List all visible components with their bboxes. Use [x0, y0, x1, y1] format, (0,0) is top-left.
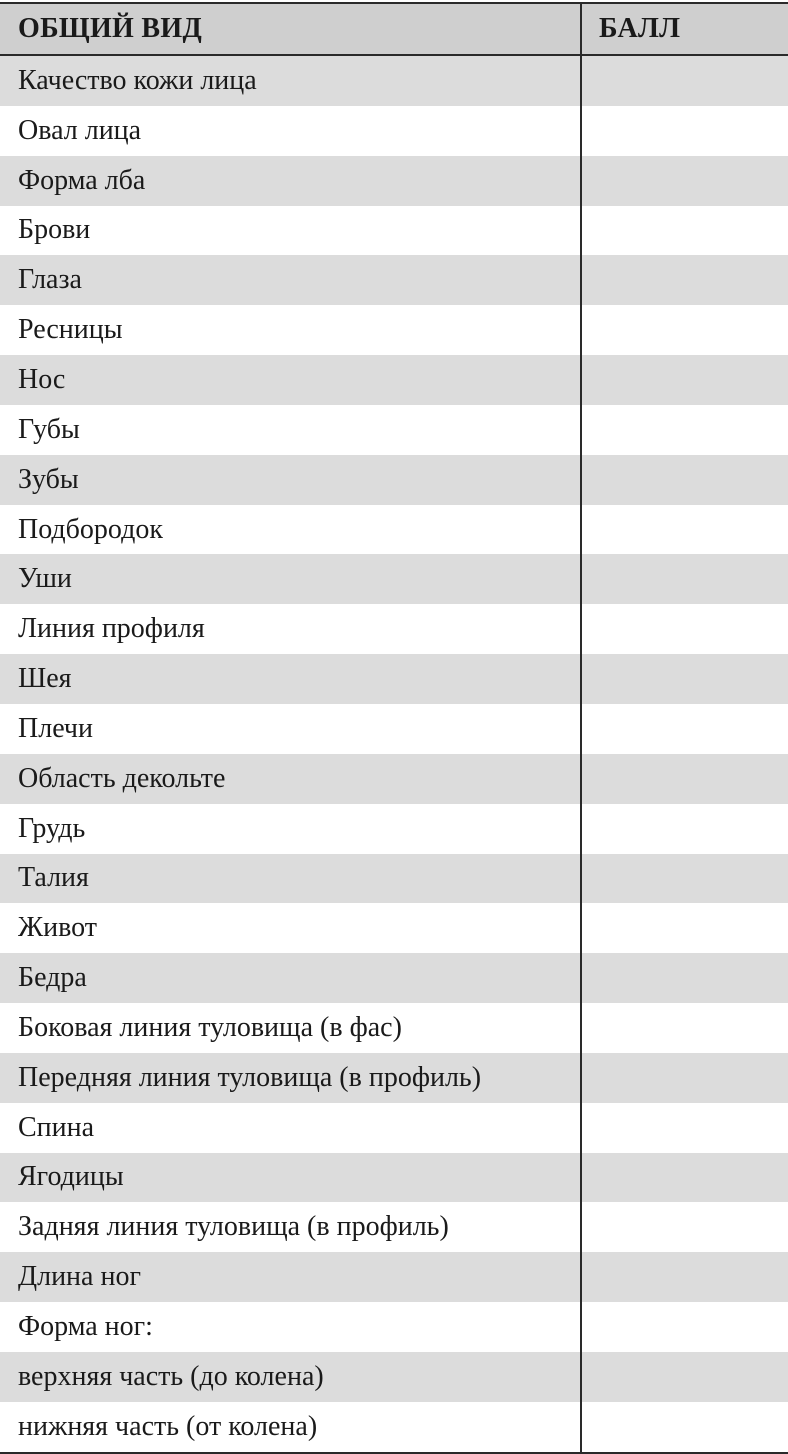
table-row [0, 704, 788, 754]
table-row [0, 903, 788, 953]
row-score-cell[interactable] [580, 1252, 788, 1302]
row-score-cell[interactable] [580, 505, 788, 555]
table-row [0, 1202, 788, 1252]
row-score-cell[interactable] [580, 654, 788, 704]
row-label: Нос [18, 363, 66, 395]
table-row [0, 355, 788, 405]
row-label: Грудь [18, 812, 86, 844]
row-score-cell[interactable] [580, 255, 788, 305]
row-label: Живот [18, 912, 97, 944]
table-row [0, 604, 788, 654]
row-label: Форма ног: [18, 1311, 153, 1343]
row-score-cell[interactable] [580, 305, 788, 355]
row-label: Уши [18, 563, 72, 595]
row-score-cell[interactable] [580, 903, 788, 953]
appearance-score-table [0, 2, 788, 1454]
header-score: БАЛЛ [580, 4, 788, 54]
table-header-row [0, 4, 788, 56]
row-label: Длина ног [18, 1261, 141, 1293]
row-score-cell[interactable] [580, 56, 788, 106]
row-label: нижняя часть (от колена) [18, 1410, 318, 1442]
table-row [0, 305, 788, 355]
table-row [0, 754, 788, 804]
table-row [0, 56, 788, 106]
row-label: Зубы [18, 463, 79, 495]
row-score-cell[interactable] [580, 106, 788, 156]
row-score-cell[interactable] [580, 1103, 788, 1153]
table-row [0, 1302, 788, 1352]
table-row [0, 255, 788, 305]
row-label: Ягодицы [18, 1161, 124, 1193]
table-row [0, 1103, 788, 1153]
row-score-cell[interactable] [580, 704, 788, 754]
table-row [0, 1352, 788, 1402]
row-score-cell[interactable] [580, 1053, 788, 1103]
row-score-cell[interactable] [580, 455, 788, 505]
row-score-cell[interactable] [580, 1402, 788, 1452]
table-row [0, 854, 788, 904]
table-row [0, 1402, 788, 1452]
row-label: Бедра [18, 962, 87, 994]
table-row [0, 1252, 788, 1302]
table-body [0, 56, 788, 1452]
table-row [0, 106, 788, 156]
row-score-cell[interactable] [580, 405, 788, 455]
row-label: Область декольте [18, 762, 226, 794]
row-score-cell[interactable] [580, 1153, 788, 1203]
row-label: Глаза [18, 264, 82, 296]
table-row [0, 405, 788, 455]
row-label: Ресницы [18, 314, 123, 346]
table-row [0, 1003, 788, 1053]
row-label: Подбородок [18, 513, 163, 545]
table-row [0, 455, 788, 505]
row-score-cell[interactable] [580, 953, 788, 1003]
row-score-cell[interactable] [580, 854, 788, 904]
table-row [0, 1153, 788, 1203]
row-score-cell[interactable] [580, 1202, 788, 1252]
table-row [0, 953, 788, 1003]
row-score-cell[interactable] [580, 1003, 788, 1053]
row-label: Губы [18, 413, 80, 445]
row-score-cell[interactable] [580, 156, 788, 206]
row-label: Брови [18, 214, 91, 246]
row-label: Овал лица [18, 114, 142, 146]
table-row [0, 156, 788, 206]
row-label: Талия [18, 862, 89, 894]
row-score-cell[interactable] [580, 1352, 788, 1402]
table-row [0, 1053, 788, 1103]
table-row [0, 804, 788, 854]
row-label: Форма лба [18, 164, 146, 196]
table-row [0, 206, 788, 256]
row-label: Линия профиля [18, 613, 205, 645]
row-score-cell[interactable] [580, 804, 788, 854]
row-label: Задняя линия туловища (в профиль) [18, 1211, 449, 1243]
row-label: Плечи [18, 712, 93, 744]
row-label: верхняя часть (до колена) [18, 1360, 324, 1392]
row-label: Передняя линия туловища (в профиль) [18, 1061, 482, 1093]
row-score-cell[interactable] [580, 1302, 788, 1352]
row-score-cell[interactable] [580, 554, 788, 604]
row-score-cell[interactable] [580, 754, 788, 804]
row-score-cell[interactable] [580, 206, 788, 256]
row-score-cell[interactable] [580, 604, 788, 654]
table-row [0, 505, 788, 555]
row-label: Спина [18, 1111, 95, 1143]
row-label: Боковая линия туловища (в фас) [18, 1011, 402, 1043]
row-label: Качество кожи лица [18, 64, 257, 96]
table-row [0, 554, 788, 604]
row-score-cell[interactable] [580, 355, 788, 405]
row-label: Шея [18, 663, 72, 695]
table-row [0, 654, 788, 704]
header-general-view: ОБЩИЙ ВИД [18, 13, 203, 44]
